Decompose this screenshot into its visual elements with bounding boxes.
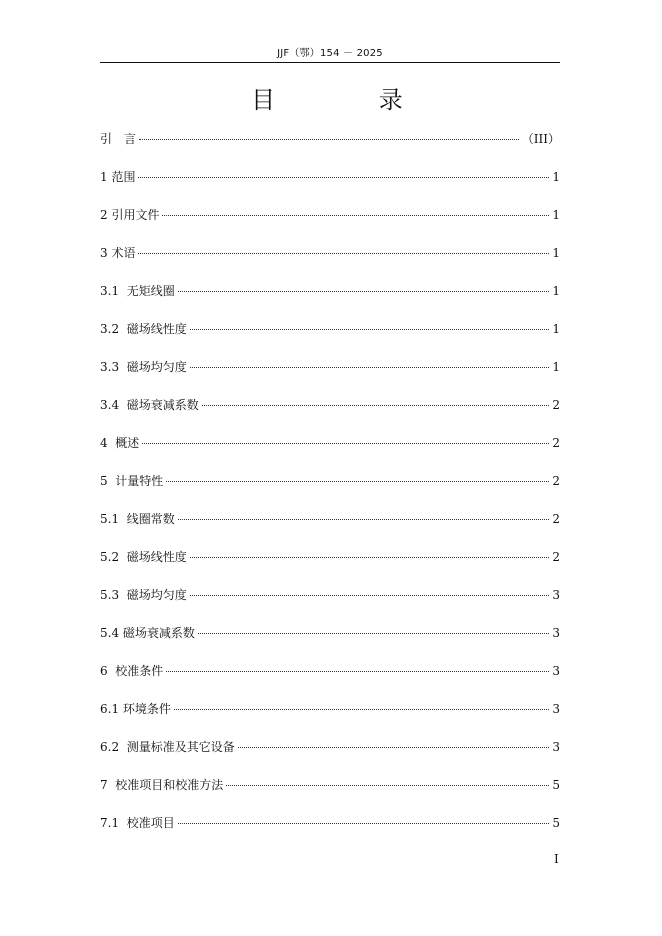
toc-entry[interactable] <box>100 662 560 682</box>
header-rule <box>100 62 560 63</box>
toc-entry-page: 2 <box>552 512 560 526</box>
toc-entry-label: 6 校准条件 <box>100 664 164 678</box>
toc-entry[interactable] <box>100 624 560 644</box>
toc-entry-label: 5.2 磁场线性度 <box>100 550 187 564</box>
toc-entry-label: 2 引用文件 <box>100 208 160 222</box>
toc-leader-dots <box>178 519 550 520</box>
toc-entry-label: 6.2 测量标准及其它设备 <box>100 740 235 754</box>
toc-entry[interactable] <box>100 776 560 796</box>
toc-title: 目 录 <box>251 86 451 114</box>
toc-entry-label: 引 言 <box>100 132 137 146</box>
toc-leader-dots <box>178 291 550 292</box>
toc-entry[interactable] <box>100 586 560 606</box>
toc-entry-page: 2 <box>552 398 560 412</box>
toc-entry-page: 2 <box>552 436 560 450</box>
toc-leader-dots <box>178 823 550 824</box>
toc-entry-page: 3 <box>552 664 560 678</box>
toc-entry-page: 2 <box>552 474 560 488</box>
toc-entry-page: 1 <box>552 360 560 374</box>
toc-entry-page: 1 <box>552 246 560 260</box>
toc-entry-label: 7.1 校准项目 <box>100 816 175 830</box>
toc-entry-page: 3 <box>552 626 560 640</box>
toc-entry[interactable] <box>100 206 560 226</box>
toc-entry-page: 3 <box>552 588 560 602</box>
toc-leader-dots <box>138 177 549 178</box>
toc-entry[interactable] <box>100 358 560 378</box>
toc-entry-page: 3 <box>552 740 560 754</box>
page-number: I <box>554 852 559 866</box>
toc-leader-dots <box>190 367 550 368</box>
toc-leader-dots <box>162 215 549 216</box>
toc-leader-dots <box>142 443 549 444</box>
toc-entry-label: 3.4 磁场衰减系数 <box>100 398 199 412</box>
toc-entry-page: 1 <box>552 170 560 184</box>
toc-entry[interactable] <box>100 700 560 720</box>
toc-leader-dots <box>190 329 550 330</box>
toc-entry-label: 6.1 环境条件 <box>100 702 171 716</box>
toc-entry[interactable] <box>100 396 560 416</box>
toc-entry[interactable] <box>100 282 560 302</box>
toc-entry-label: 1 范围 <box>100 170 136 184</box>
toc-entry-page: 3 <box>552 702 560 716</box>
toc-leader-dots <box>166 481 549 482</box>
toc-leader-dots <box>198 633 549 634</box>
toc-entry[interactable] <box>100 244 560 264</box>
toc-entry[interactable] <box>100 130 560 150</box>
toc-leader-dots <box>139 139 519 140</box>
toc-entry-page: 1 <box>552 208 560 222</box>
toc-leader-dots <box>138 253 549 254</box>
toc-entry-label: 3.1 无矩线圈 <box>100 284 175 298</box>
toc-entry-page: 5 <box>552 778 560 792</box>
toc-entry-label: 5.4 磁场衰减系数 <box>100 626 195 640</box>
toc-leader-dots <box>166 671 549 672</box>
toc-leader-dots <box>190 557 550 558</box>
toc-entry[interactable] <box>100 168 560 188</box>
toc-entry-label: 4 概述 <box>100 436 140 450</box>
toc-leader-dots <box>174 709 549 710</box>
document-header-code: JJF（鄂）154 － 2025 <box>277 48 383 59</box>
toc-entry-label: 5.1 线圈常数 <box>100 512 175 526</box>
toc-entry-page: 5 <box>552 816 560 830</box>
toc-leader-dots <box>202 405 550 406</box>
toc-entry[interactable] <box>100 814 560 834</box>
toc-entry-page: 2 <box>552 550 560 564</box>
toc-entry[interactable] <box>100 548 560 568</box>
toc-entry-page: 1 <box>552 284 560 298</box>
toc-leader-dots <box>226 785 549 786</box>
toc-entry[interactable] <box>100 320 560 340</box>
toc-entry[interactable] <box>100 472 560 492</box>
toc-entry-label: 3.3 磁场均匀度 <box>100 360 187 374</box>
toc-leader-dots <box>238 747 550 748</box>
toc-entry-label: 5.3 磁场均匀度 <box>100 588 187 602</box>
toc-entry-page: （III） <box>521 132 560 146</box>
toc-entry-page: 1 <box>552 322 560 336</box>
toc-entry[interactable] <box>100 738 560 758</box>
toc-entry-label: 5 计量特性 <box>100 474 164 488</box>
toc-entry-label: 7 校准项目和校准方法 <box>100 778 224 792</box>
toc-leader-dots <box>190 595 550 596</box>
toc-entry-label: 3 术语 <box>100 246 136 260</box>
toc-entry[interactable] <box>100 434 560 454</box>
toc-entry-label: 3.2 磁场线性度 <box>100 322 187 336</box>
toc-entry[interactable] <box>100 510 560 530</box>
